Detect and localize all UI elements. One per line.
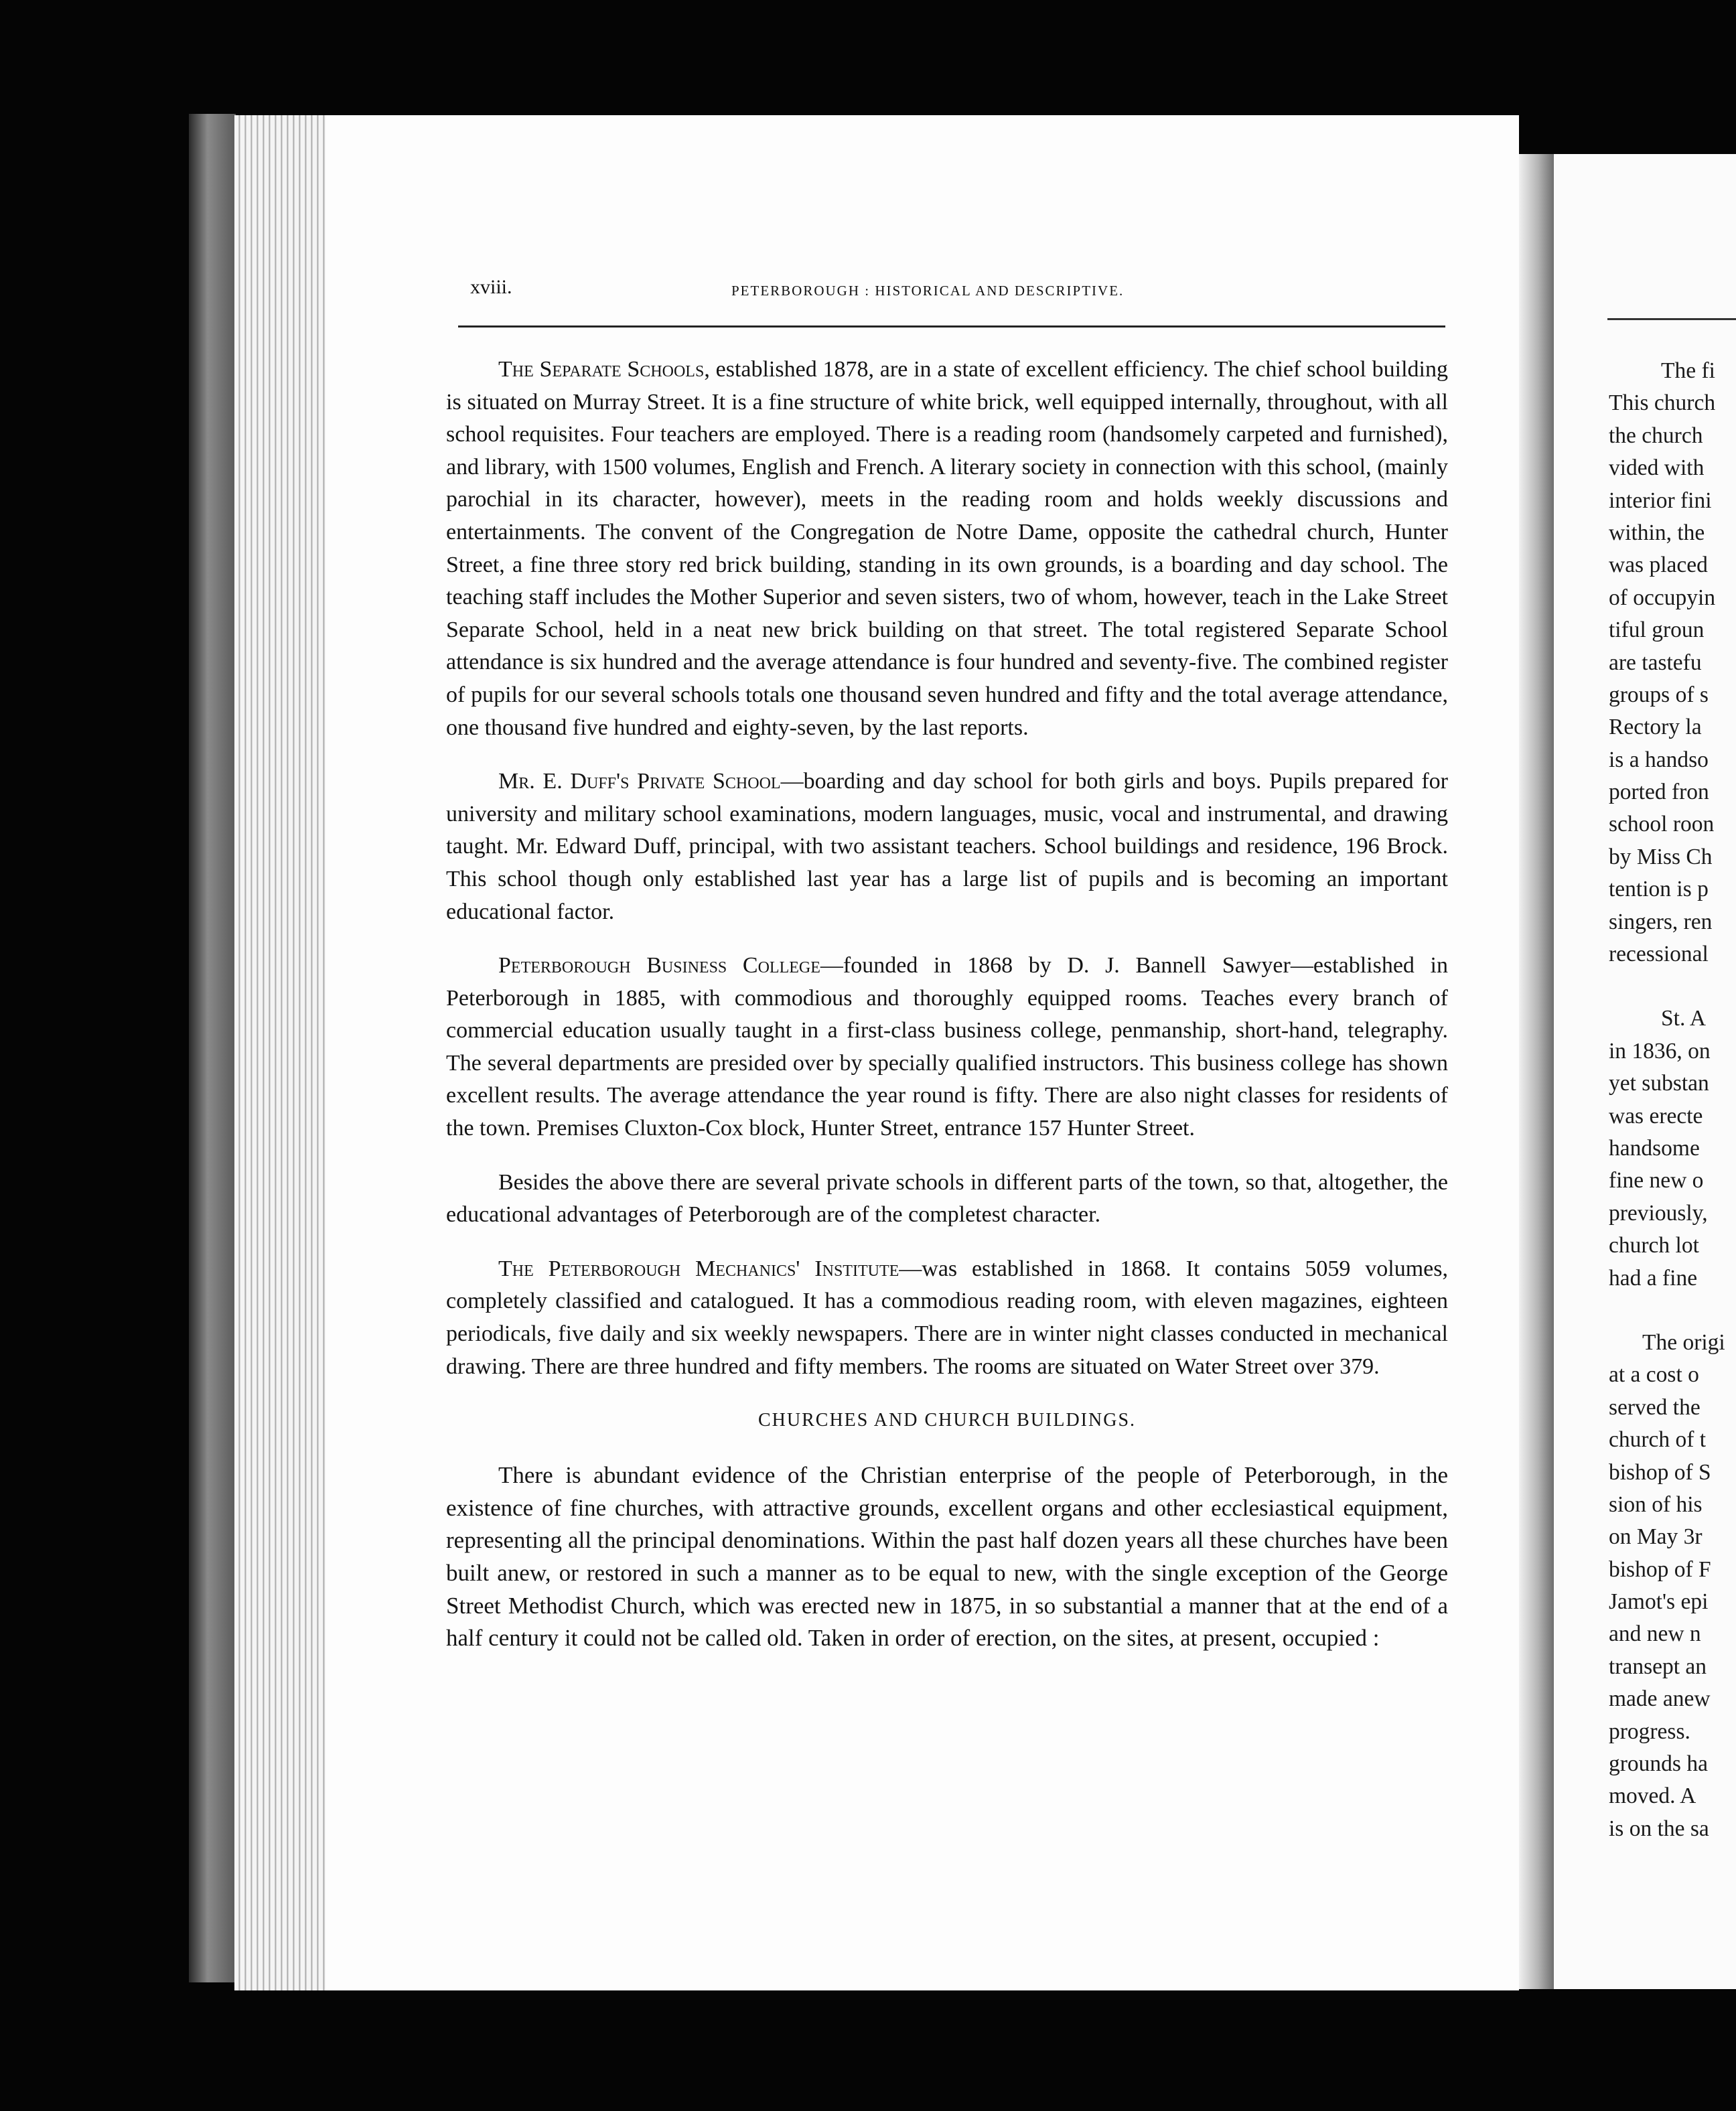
right-page-line: Jamot's epi: [1609, 1589, 1709, 1615]
book-gutter: [1519, 154, 1554, 1989]
right-page-line: Rectory la: [1609, 715, 1702, 740]
page-number: xviii.: [470, 276, 512, 298]
right-page-line: ported fron: [1609, 780, 1709, 805]
right-page-line: singers, ren: [1609, 909, 1713, 934]
running-head: [470, 276, 1444, 303]
right-page-line: at a cost o: [1609, 1362, 1699, 1388]
right-page-line: by Miss Ch: [1609, 844, 1713, 869]
paragraph-private-schools: [446, 1167, 1448, 1232]
right-header-rule: [1607, 318, 1736, 320]
right-page-line: progress.: [1609, 1719, 1690, 1744]
right-page-line: groups of s: [1609, 682, 1709, 707]
right-page-line: interior fini: [1609, 488, 1712, 513]
right-page-line: served the: [1609, 1394, 1701, 1420]
right-page-line: This church: [1609, 390, 1716, 416]
right-page-line: moved. A: [1609, 1784, 1696, 1809]
running-title: PETERBOROUGH : HISTORICAL AND DESCRIPTIVE.: [731, 283, 1125, 299]
right-page-fragments: [1609, 355, 1736, 1845]
paragraph-text: —boarding and day school for both girls and boys. Pupils prepared for university and military school examinations, modern languages, music, vocal and instrumental, and drawing taught. Mr. Edward Duff, principal, with two assistant teachers. School buildings and residence, 196 Brock. This school though only established last year has a large list of pupils and is becoming an important educational factor.: [446, 769, 1449, 924]
right-page-line: handsome: [1609, 1135, 1700, 1161]
paragraph-mechanics-institute: [446, 1253, 1448, 1383]
paragraph-text: established 1878, are in a state of excellent efficiency. The chief school building is situated on Murray Street. It is a fine structure of white brick, well equipped internally, throughout, with all school requisites. Four teachers are employed. There is a reading room (handsomely carpeted and furnished), and library, with 1500 volumes, English and French. A literary society in connection with this school, (mainly parochial in its character, however), meets in the reading room and holds weekly discussions and entertainments. The convent of the Congregation de Notre Dame, opposite the cathedral church, Hunter Street, a fine three story red brick building, standing in its own grounds, is a boarding and day school. The teaching staff includes the Mother Superior and seven sisters, two of whom, however, teach in the Lake Street Separate School, held in a neat new brick building on that street. The total registered Separate School attendance is six hundred and the average attendance is four hundred and seventy-five. The combined register of pupils for our several schools totals one thousand seven hundred and fifty and the total average attendance, one thousand five hundred and eighty-seven, by the last reports.: [446, 357, 1449, 740]
right-page-line: The fi: [1661, 358, 1715, 383]
header-rule: [458, 325, 1445, 327]
right-page-line: and new n: [1609, 1621, 1701, 1647]
right-page: [1554, 154, 1736, 1989]
section-heading: CHURCHES AND CHURCH BUILDINGS.: [757, 1410, 1137, 1431]
right-page-line: was erecte: [1609, 1103, 1703, 1129]
right-page-line: fine new o: [1609, 1168, 1704, 1193]
right-page-line: St. A: [1661, 1006, 1707, 1031]
paragraph-churches: There is abundant evidence of the Christian enterprise of the people of Peterborough, in the existence of fine churches, with attractive grounds, excellent organs and other ecclesiastical equipment, representing all the principal denominations. Within the past half dozen years all these churches have been built anew, or restored in such a manner as to be equal to new, with the single exception of the George Street Methodist Church, which was erected new in 1875, in so substantial a manner that at the end of a half century it could not be called old. Taken in order of erection, on the sites, at present, occupied :: [446, 1462, 1448, 1652]
right-page-line: is a handso: [1609, 747, 1709, 772]
right-page-line: within, the: [1609, 520, 1705, 545]
paragraph-text: —was established in 1868. It contains 5059 volumes, completely classified and catalogued. It has a commodious reading room, with eleven magazines, eighteen periodicals, five daily and six weekly newspapers. There are in winter night classes conducted in mechanical drawing. There are three hundred and fifty members. The rooms are situated on Water Street over 379.: [446, 1256, 1448, 1379]
paragraph-text: —founded in 1868 by D. J. Bannell Sawyer—established in Peterborough in 1885, with commodious and thoroughly equipped rooms. Teaches every branch of commercial education usually taught in a first-class business college, penmanship, short-hand, telegraphy. The several departments are presided over by specially qualified instructors. This business college has shown excellent results. The average attendance the year round is fifty. There are also night classes for residents of the town. Premises Cluxton-Cox block, Hunter Street, entrance 157 Hunter Street.: [446, 953, 1449, 1141]
paragraph-text: Besides the above there are several private schools in different parts of the town, so that, altogether, the educational advantages of Peterborough are of the completest character.: [446, 1169, 1448, 1228]
right-page-line: recessional: [1609, 942, 1709, 967]
right-page-line: yet substan: [1609, 1071, 1709, 1096]
paragraph-business-college: [446, 950, 1448, 1145]
right-page-line: sion of his: [1609, 1491, 1703, 1517]
paragraph-lead: Peterborough Business College: [498, 953, 820, 978]
book-spine: [189, 114, 236, 1982]
paragraph-lead: The Peterborough Mechanics' Institute: [498, 1256, 899, 1281]
page-edges: [234, 115, 326, 1990]
right-page-line: of occupyin: [1609, 585, 1716, 610]
paragraph-duff-school: [446, 766, 1448, 928]
fragment-gap: [1609, 970, 1736, 1003]
right-page-line: tention is p: [1609, 877, 1709, 902]
paragraph-lead: Mr. E. Duff's Private School: [498, 769, 781, 794]
paragraph-lead: The Separate Schools,: [498, 357, 710, 382]
right-page-line: grounds ha: [1609, 1751, 1708, 1777]
right-page-line: church lot: [1609, 1233, 1699, 1258]
right-page-line: was placed: [1609, 553, 1708, 578]
right-page-line: made anew: [1609, 1686, 1711, 1712]
right-page-line: had a fine: [1609, 1265, 1698, 1291]
right-page-line: The origi: [1642, 1329, 1725, 1355]
right-page-line: bishop of F: [1609, 1556, 1711, 1582]
right-page-line: previously,: [1609, 1200, 1708, 1226]
right-page-line: are tastefu: [1609, 650, 1702, 675]
right-page-line: transept an: [1609, 1654, 1707, 1679]
right-page-line: bishop of S: [1609, 1459, 1711, 1485]
right-page-line: school roon: [1609, 812, 1715, 837]
paragraph-separate-schools: [446, 354, 1448, 744]
right-page-line: tiful groun: [1609, 617, 1705, 643]
right-page-line: on May 3r: [1609, 1524, 1703, 1550]
body-text: [446, 354, 1448, 1676]
right-page-line: vided with: [1609, 455, 1705, 481]
fragment-gap: [1609, 1295, 1736, 1327]
right-page-line: is on the sa: [1609, 1816, 1709, 1841]
right-page-line: in 1836, on: [1609, 1038, 1711, 1064]
right-page-line: church of t: [1609, 1427, 1707, 1453]
right-page-line: the church: [1609, 423, 1703, 448]
